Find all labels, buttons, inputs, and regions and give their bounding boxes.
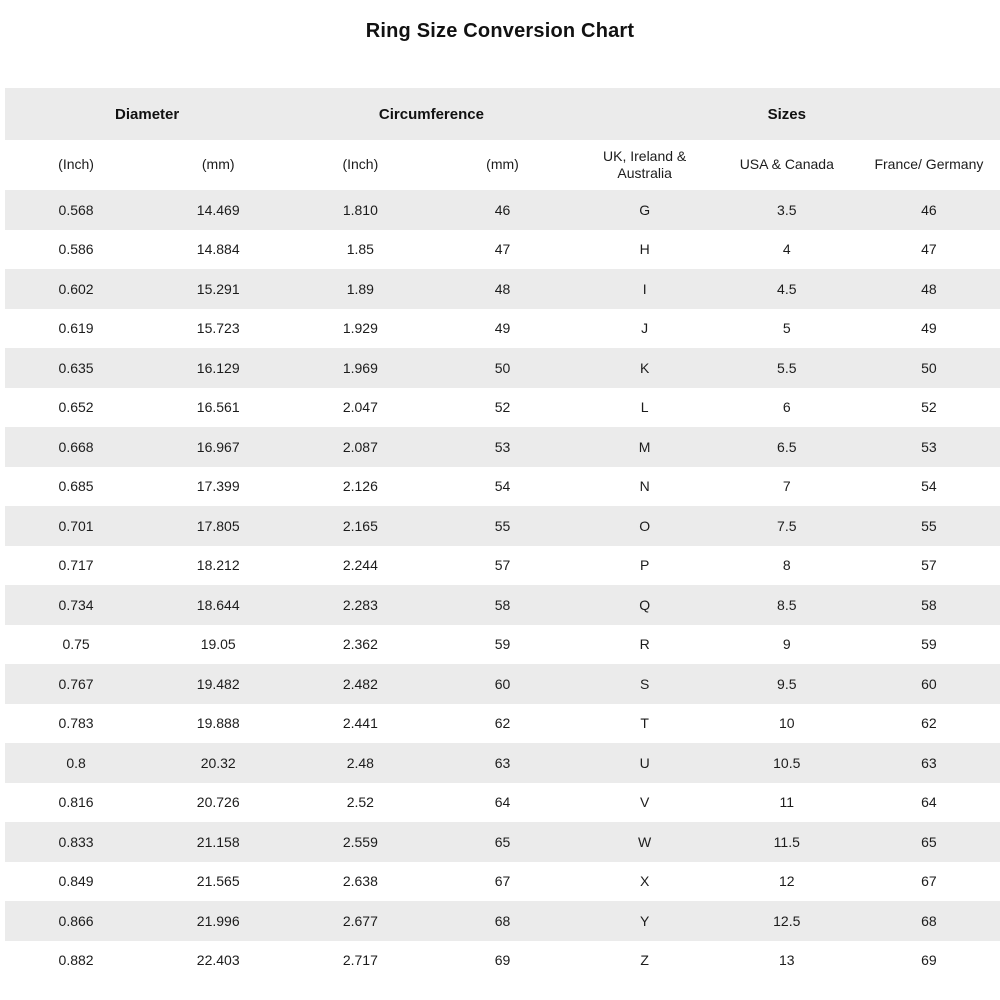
table-cell: 58: [858, 585, 1000, 625]
table-cell: 64: [858, 783, 1000, 823]
table-cell: 18.212: [147, 546, 289, 586]
table-cell: 0.619: [5, 309, 147, 349]
column-header-row: [5, 140, 1000, 190]
table-cell: 63: [431, 743, 573, 783]
table-cell: 16.129: [147, 348, 289, 388]
table-cell: 0.849: [5, 862, 147, 902]
table-cell: 1.969: [289, 348, 431, 388]
table-cell: 62: [858, 704, 1000, 744]
table-cell: K: [574, 348, 716, 388]
table-row: [5, 546, 1000, 586]
table-row: [5, 388, 1000, 428]
table-cell: 5: [716, 309, 858, 349]
group-header-circumference: Circumference: [289, 88, 573, 140]
table-cell: U: [574, 743, 716, 783]
table-cell: 10: [716, 704, 858, 744]
table-row: [5, 822, 1000, 862]
table-cell: 6: [716, 388, 858, 428]
table-cell: 0.75: [5, 625, 147, 665]
table-row: [5, 901, 1000, 941]
column-header: (Inch): [5, 140, 147, 190]
table-cell: 1.929: [289, 309, 431, 349]
table-cell: 2.48: [289, 743, 431, 783]
table-cell: 0.816: [5, 783, 147, 823]
table-cell: 12.5: [716, 901, 858, 941]
table-cell: 20.726: [147, 783, 289, 823]
table-cell: 0.783: [5, 704, 147, 744]
table-cell: 0.866: [5, 901, 147, 941]
table-cell: 2.283: [289, 585, 431, 625]
table-cell: 13: [716, 941, 858, 981]
table-cell: 0.717: [5, 546, 147, 586]
table-cell: 46: [431, 190, 573, 230]
table-cell: 19.05: [147, 625, 289, 665]
table-cell: 21.996: [147, 901, 289, 941]
table-cell: 19.482: [147, 664, 289, 704]
table-cell: R: [574, 625, 716, 665]
table-cell: 62: [431, 704, 573, 744]
table-cell: 64: [431, 783, 573, 823]
table-cell: 4.5: [716, 269, 858, 309]
table-cell: X: [574, 862, 716, 902]
table-cell: 11.5: [716, 822, 858, 862]
table-cell: 0.568: [5, 190, 147, 230]
table-cell: 5.5: [716, 348, 858, 388]
table-cell: 0.833: [5, 822, 147, 862]
column-header: (mm): [431, 140, 573, 190]
table-cell: 11: [716, 783, 858, 823]
table-cell: 53: [431, 427, 573, 467]
table-cell: 9: [716, 625, 858, 665]
table-cell: 2.677: [289, 901, 431, 941]
table-row: [5, 941, 1000, 981]
table-cell: 18.644: [147, 585, 289, 625]
table-cell: 15.291: [147, 269, 289, 309]
table-cell: 7.5: [716, 506, 858, 546]
table-row: [5, 585, 1000, 625]
table-cell: N: [574, 467, 716, 507]
table-cell: 2.52: [289, 783, 431, 823]
table-cell: 0.652: [5, 388, 147, 428]
table-cell: 0.586: [5, 230, 147, 270]
column-header: (Inch): [289, 140, 431, 190]
table-row: [5, 427, 1000, 467]
table-cell: 7: [716, 467, 858, 507]
table-cell: 60: [431, 664, 573, 704]
table-cell: 54: [431, 467, 573, 507]
table-cell: 8: [716, 546, 858, 586]
table-cell: 2.126: [289, 467, 431, 507]
column-header: USA & Canada: [716, 140, 858, 190]
table-cell: 0.602: [5, 269, 147, 309]
table-cell: L: [574, 388, 716, 428]
table-cell: 0.668: [5, 427, 147, 467]
table-cell: 17.805: [147, 506, 289, 546]
table-row: [5, 664, 1000, 704]
ring-size-conversion-table: [5, 88, 1000, 980]
table-cell: 69: [431, 941, 573, 981]
table-cell: Z: [574, 941, 716, 981]
table-cell: 14.884: [147, 230, 289, 270]
table-cell: 46: [858, 190, 1000, 230]
table-cell: 57: [858, 546, 1000, 586]
table-cell: J: [574, 309, 716, 349]
table-cell: 1.89: [289, 269, 431, 309]
table-cell: 0.734: [5, 585, 147, 625]
table-cell: 59: [858, 625, 1000, 665]
table-cell: 68: [858, 901, 1000, 941]
column-header: UK, Ireland & Australia: [574, 140, 716, 190]
table-cell: 2.717: [289, 941, 431, 981]
table-cell: 15.723: [147, 309, 289, 349]
table-row: [5, 269, 1000, 309]
table-cell: 6.5: [716, 427, 858, 467]
table-cell: 9.5: [716, 664, 858, 704]
table-cell: 54: [858, 467, 1000, 507]
table-cell: 63: [858, 743, 1000, 783]
table-cell: 65: [858, 822, 1000, 862]
table-cell: 67: [431, 862, 573, 902]
table-cell: 59: [431, 625, 573, 665]
table-cell: 2.441: [289, 704, 431, 744]
table-row: [5, 348, 1000, 388]
table-cell: 2.638: [289, 862, 431, 902]
table-cell: 10.5: [716, 743, 858, 783]
table-row: [5, 704, 1000, 744]
table-cell: 52: [431, 388, 573, 428]
table-cell: 2.559: [289, 822, 431, 862]
table-cell: 48: [431, 269, 573, 309]
table-cell: 20.32: [147, 743, 289, 783]
table-head: [5, 88, 1000, 190]
table-cell: 12: [716, 862, 858, 902]
table-cell: 2.087: [289, 427, 431, 467]
table-cell: 2.047: [289, 388, 431, 428]
table-row: [5, 190, 1000, 230]
table-row: [5, 230, 1000, 270]
table-cell: 1.85: [289, 230, 431, 270]
table-cell: 16.967: [147, 427, 289, 467]
table-cell: 14.469: [147, 190, 289, 230]
table-cell: 0.882: [5, 941, 147, 981]
table-cell: 53: [858, 427, 1000, 467]
table-row: [5, 625, 1000, 665]
table-cell: H: [574, 230, 716, 270]
table-cell: 55: [431, 506, 573, 546]
table-cell: 67: [858, 862, 1000, 902]
table-cell: 2.165: [289, 506, 431, 546]
table-cell: Y: [574, 901, 716, 941]
table-cell: 47: [431, 230, 573, 270]
table-cell: M: [574, 427, 716, 467]
table-cell: 49: [858, 309, 1000, 349]
table-cell: O: [574, 506, 716, 546]
table-cell: 0.685: [5, 467, 147, 507]
table-row: [5, 743, 1000, 783]
table-row: [5, 467, 1000, 507]
table-cell: I: [574, 269, 716, 309]
table-cell: P: [574, 546, 716, 586]
group-header-diameter: Diameter: [5, 88, 289, 140]
table-cell: 65: [431, 822, 573, 862]
table-cell: 50: [431, 348, 573, 388]
table-cell: 49: [431, 309, 573, 349]
table-cell: 21.565: [147, 862, 289, 902]
table-cell: 0.8: [5, 743, 147, 783]
column-header: France/ Germany: [858, 140, 1000, 190]
column-header: (mm): [147, 140, 289, 190]
table-body: [5, 190, 1000, 980]
table-cell: 52: [858, 388, 1000, 428]
table-cell: 0.635: [5, 348, 147, 388]
table-cell: 2.482: [289, 664, 431, 704]
table-cell: 60: [858, 664, 1000, 704]
table-cell: T: [574, 704, 716, 744]
table-cell: 69: [858, 941, 1000, 981]
table-cell: 0.767: [5, 664, 147, 704]
page-title: Ring Size Conversion Chart: [365, 20, 635, 42]
table-cell: W: [574, 822, 716, 862]
table-cell: 19.888: [147, 704, 289, 744]
table-cell: 57: [431, 546, 573, 586]
table-cell: 17.399: [147, 467, 289, 507]
table-cell: 8.5: [716, 585, 858, 625]
table-cell: 50: [858, 348, 1000, 388]
table-row: [5, 783, 1000, 823]
table-cell: 47: [858, 230, 1000, 270]
table-cell: 2.244: [289, 546, 431, 586]
table-row: [5, 506, 1000, 546]
table-cell: 48: [858, 269, 1000, 309]
group-header-sizes: Sizes: [574, 88, 1000, 140]
table-cell: 16.561: [147, 388, 289, 428]
table-cell: Q: [574, 585, 716, 625]
table-cell: 58: [431, 585, 573, 625]
table-cell: 22.403: [147, 941, 289, 981]
table-cell: 55: [858, 506, 1000, 546]
table-cell: V: [574, 783, 716, 823]
table-cell: 0.701: [5, 506, 147, 546]
table-cell: 1.810: [289, 190, 431, 230]
table-cell: 4: [716, 230, 858, 270]
table-cell: S: [574, 664, 716, 704]
table-cell: 2.362: [289, 625, 431, 665]
table-cell: G: [574, 190, 716, 230]
table-cell: 3.5: [716, 190, 858, 230]
table-row: [5, 309, 1000, 349]
group-header-row: [5, 88, 1000, 140]
table-cell: 68: [431, 901, 573, 941]
table-row: [5, 862, 1000, 902]
table-cell: 21.158: [147, 822, 289, 862]
